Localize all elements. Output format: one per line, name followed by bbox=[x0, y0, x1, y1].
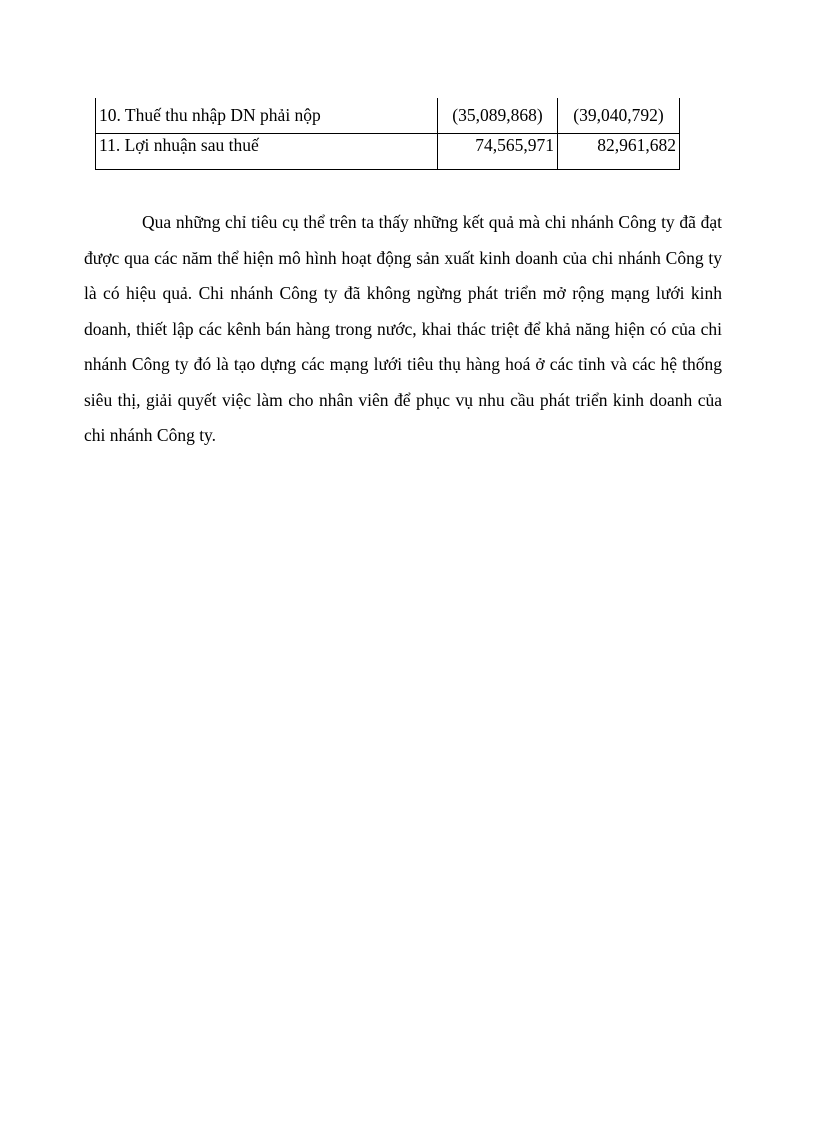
row-value-year2: 82,961,682 bbox=[558, 134, 680, 170]
table-row bbox=[96, 98, 680, 134]
financial-results-table bbox=[95, 98, 680, 170]
row-label: 11. Lợi nhuận sau thuế bbox=[96, 134, 438, 170]
row-value-year2: (39,040,792) bbox=[558, 98, 680, 134]
row-value-year1: 74,565,971 bbox=[438, 134, 558, 170]
row-label: 10. Thuế thu nhập DN phải nộp bbox=[96, 98, 438, 134]
table-row bbox=[96, 134, 680, 170]
row-value-year1: (35,089,868) bbox=[438, 98, 558, 134]
body-paragraph: Qua những chỉ tiêu cụ thể trên ta thấy những kết quả mà chi nhánh Công ty đã đạt được qua các năm thể hiện mô hình hoạt động sản xuất kinh doanh của chi nhánh Công ty là có hiệu quả. Chi nhánh Công ty đã không ngừng phát triển mở rộng mạng lưới kinh doanh, thiết lập các kênh bán hàng trong nước, khai thác triệt để khả năng hiện có của chi nhánh Công ty đó là tạo dựng các mạng lưới tiêu thụ hàng hoá ở các tỉnh và các hệ thống siêu thị, giải quyết việc làm cho nhân viên để phục vụ nhu cầu phát triển kinh doanh của chi nhánh Công ty. bbox=[84, 212, 722, 445]
